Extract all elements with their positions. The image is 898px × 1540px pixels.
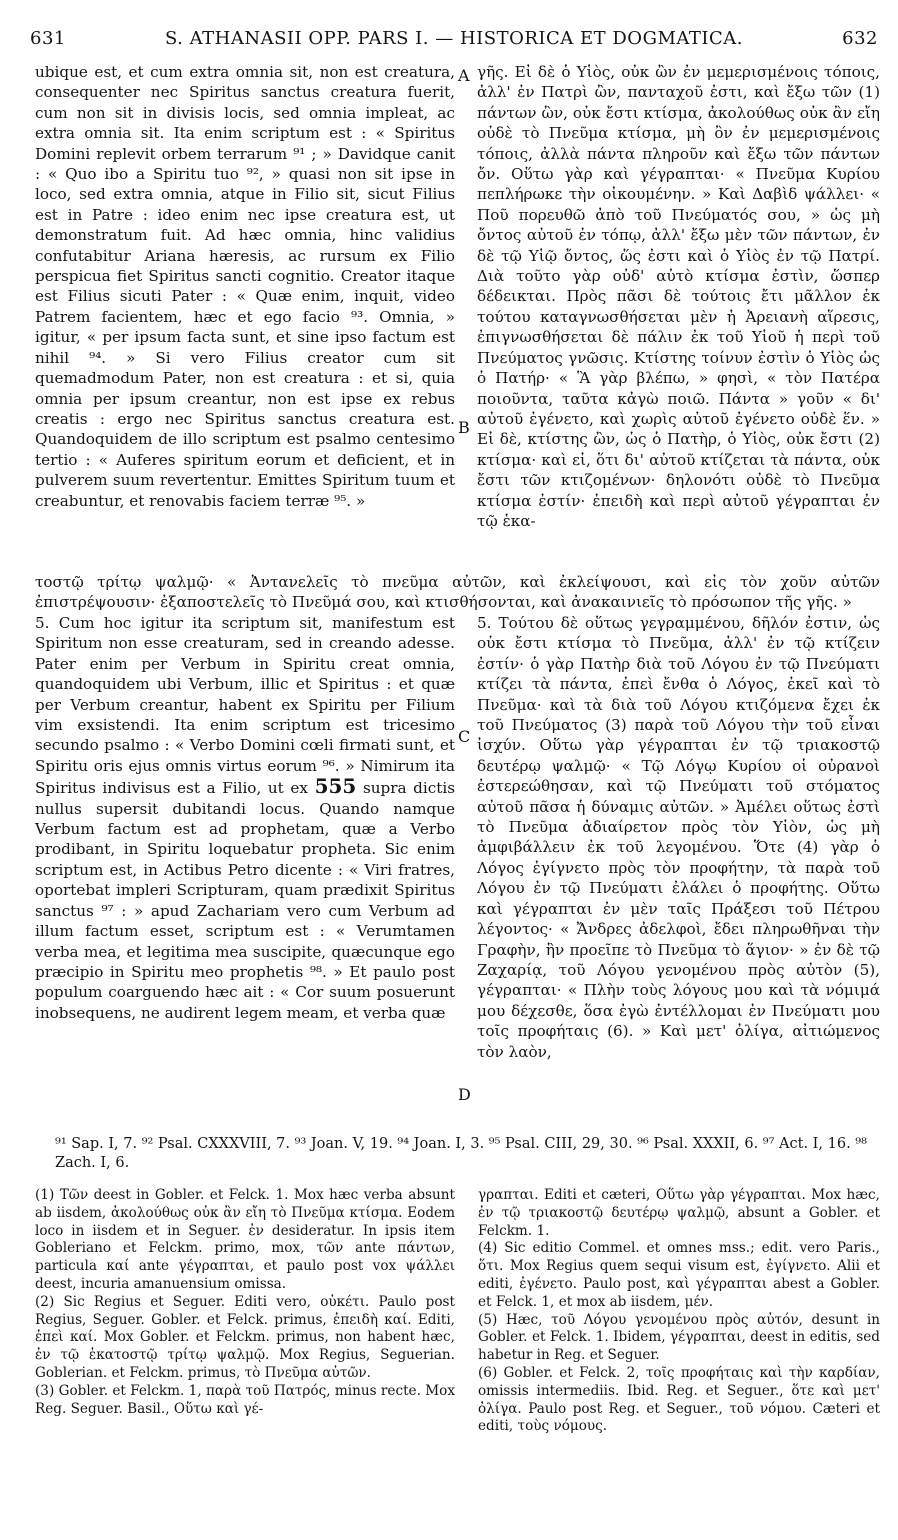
footnote: (4) Sic editio Commel. et omnes mss.; edit. vero Paris., ὅτι. Mox Regius quem sequi visum est, ἐγίγνετο. Alii et editi, ἐγένετο. Paulo post, καὶ γέγραπται abest a Gobler. et Felck. 1, et mox ab iisdem, μέν.	[478, 1240, 880, 1310]
margin-letter-d: D	[458, 1085, 471, 1104]
latin-paragraph: ubique est, et cum extra omnia sit, non est creatura, consequenter nec Spiritus sanctus creatura fuerit, cum non sit in divisis locis, sed omnia impleat, ac extra omnia sit. Ita enim scriptum est : « Spiritus Domini replevit orbem terrarum ⁹¹ ; » Davidque canit : « Quo ibo a Spiritu tuo ⁹², » quasi non sit ipse in loco, sed extra omnia, atque in Filio sit, sicut Filius est in Patre : ideo enim nec ipse creatura est, ut demonstratum fuit. Ad hæc omnia, hinc validius confutabitur Ariana hæresis, ac rursum ex Filio perspicua fiet Spiritus sancti cognitio. Creator itaque est Filius sicuti Pater : « Quæ enim, inquit, video Patrem facientem, hæc et ego facio ⁹³. Omnia, » igitur, « per ipsum facta sunt, et sine ipso factum est nihil ⁹⁴. » Si vero Filius creator cum sit quemadmodum Pater, non est creatura : et si, quia omnia per ipsum creantur, non est ipse ex rebus creatis : ergo nec Spiritus sanctus creatura est. Quandoquidem de illo scriptum est psalmo centesimo tertio : « Auferes spiritum eorum et deficient, et in pulverem suum revertentur. Emittes Spiritum tuum et creabuntur, et renovabis faciem terræ ⁹⁵. »	[35, 63, 455, 510]
footnote: (3) Gobler. et Felckm. 1, παρὰ τοῦ Πατρός, minus recte. Mox Reg. Seguer. Basil., Οὕτω καὶ γέ-	[35, 1382, 455, 1417]
margin-letter-c: C	[458, 727, 471, 746]
edition-page-number: 555	[314, 774, 357, 799]
latin-text-pre: 5. Cum hoc igitur ita scriptum sit, manifestum est Spiritum non esse creaturam, sed in creando adesse. Pater enim per Verbum in Spiritu creat omnia, quandoquidem ubi Verbum, illic et Spiritus : et quæ per Verbum creantur, habent ex Spiritu per Filium vim exsistendi. Ita enim scriptum est tricesimo secundo psalmo : « Verbo Domini cœli firmati sunt, et Spiritu oris ejus omnis virtus eorum ⁹⁶. » Nimirum ita Spiritus indivisus est a Filio, ut ex	[35, 614, 455, 798]
running-header	[30, 28, 878, 54]
running-title: S. ATHANASII OPP. PARS I. — HISTORICA ET DOGMATICA.	[164, 28, 744, 49]
footnote: (1) Τῶν deest in Gobler. et Felck. 1. Mox hæc verba absunt ab iisdem, ἀκολούθως οὐκ ἂν εἴη τὸ Πνεῦμα κτίσμα. Eodem loco in iisdem et in Seguer. ἐν desideratur. In ipsis item Gobleriano et Felckm. primo, mox, τῶν ante πάντων, particula καί ante γέγραπται, et paulo post vox ψάλλει deest, incuria amanuensium omissa.	[35, 1187, 455, 1292]
page-number-right: 632	[842, 28, 878, 49]
footnotes-left	[35, 1187, 455, 1418]
latin-paragraph-5	[35, 613, 455, 1023]
margin-letter-b: B	[458, 418, 470, 437]
page-number-left: 631	[30, 28, 66, 49]
footnote: γραπται. Editi et cæteri, Οὕτω γὰρ γέγραπται. Mox hæc, ἐν τῷ τριακοστῷ δευτέρῳ ψαλμῷ, absunt a Gobler. et Felckm. 1.	[478, 1187, 880, 1239]
latin-column-bottom	[35, 613, 455, 1023]
latin-column-top	[35, 62, 455, 511]
margin-letter-a: A	[458, 66, 470, 85]
greek-paragraph-5: 5. Τούτου δὲ οὕτως γεγραμμένου, δῆλόν ἐστιν, ὡς οὐκ ἔστι κτίσμα τὸ Πνεῦμα, ἀλλ' ἐν τῷ κτίζειν ἐστίν· ὁ γὰρ Πατὴρ διὰ τοῦ Λόγου ἐν τῷ Πνεύματι κτίζει τὰ πάντα, ἐπεὶ ἔνθα ὁ Λόγος, ἐκεῖ καὶ τὸ Πνεῦμα· καὶ τὰ διὰ τοῦ Λόγου κτιζόμενα ἔχει ἐκ τοῦ Πνεύματος (3) παρὰ τοῦ Λόγου τὴν τοῦ εἶναι ἰσχύν. Οὕτω γὰρ γέγραπται ἐν τῷ τριακοστῷ δευτέρῳ ψαλμῷ· « Τῷ Λόγῳ Κυρίου οἱ οὐρανοὶ ἐστερεώθησαν, καὶ τῷ Πνεύματι τοῦ στόματος αὐτοῦ πᾶσα ἡ δύναμις αὐτῶν. » Ἀμέλει οὕτως ἐστὶ τὸ Πνεῦμα ἀδιαίρετον πρὸς τὸν Υἱὸν, ὡς μὴ ἀμφιβάλλειν ἐκ τοῦ λεγομένου. Ὅτε (4) γὰρ ὁ Λόγος ἐγίγνετο πρὸς τὸν προφήτην, τὰ παρὰ τοῦ Λόγου ἐν τῷ Πνεύματι ἐλάλει ὁ προφήτης. Οὕτω καὶ γέγραπται ἐν μὲν ταῖς Πράξεσι τοῦ Πέτρου λέγοντος· « Ἄνδρες ἀδελφοὶ, ἔδει πληρωθῆναι τὴν Γραφὴν, ἣν προεῖπε τὸ Πνεῦμα τὸ ἅγιον· » ἐν δὲ τῷ Ζαχαρίᾳ, τοῦ Λόγου γενομένου πρὸς αὐτὸν (5), γέγραπται· « Πλὴν τοὺς λόγους μου καὶ τὰ νόμιμά μου δέχεσθε, ὅσα ἐγὼ ἐντέλλομαι ἐν Πνεύματι μου τοῖς προφήταις (6). » Καὶ μετ' ὀλίγα, αἰτιώμενος τὸν λαὸν,	[477, 614, 880, 1061]
scripture-references: ⁹¹ Sap. I, 7. ⁹² Psal. CXXXVIII, 7. ⁹³ Joan. V, 19. ⁹⁴ Joan. I, 3. ⁹⁵ Psal. CIII, 29, 30. ⁹⁶ Psal. XXXII, 6. ⁹⁷ Act. I, 16. ⁹⁸ Zach. I, 6.	[55, 1136, 867, 1171]
footnotes-right	[478, 1187, 880, 1436]
footnote: (6) Gobler. et Felck. 2, τοῖς προφήταις καὶ τὴν καρδίαν, omissis intermediis. Ibid. Reg. et Seguer., ὅτε καὶ μετ' ὀλίγα. Paulo post Reg. et Seguer., τοῦ νόμου. Cæteri et editi, τοὺς νόμους.	[478, 1364, 880, 1435]
greek-column-top	[477, 62, 880, 531]
footnote: (2) Sic Regius et Seguer. Editi vero, οὐκέτι. Paulo post Regius, Seguer. Gobler. et Felck. primus, ἐπειδὴ καί. Editi, ἐπεὶ καί. Mox Gobler. et Felckm. primus, non habent hæc, ἐν τῷ ἑκατοστῷ τρίτῳ ψαλμῷ. Mox Regius, Seguerian. Goblerian. et Felckm. primus, τὸ Πνεῦμα αὐτῶν.	[35, 1293, 455, 1381]
greek-span-text: τοστῷ τρίτῳ ψαλμῷ· « Ἀντανελεῖς τὸ πνεῦμα αὐτῶν, καὶ ἐκλείψουσι, καὶ εἰς τὸν χοῦν αὐτῶν ἐπιστρέψουσιν· ἐξαποστελεῖς τὸ Πνεῦμά σου, καὶ κτισθήσονται, καὶ ἀνακαινιεῖς τὸ πρόσωπον τῆς γῆς. »	[35, 573, 880, 612]
footnote: (5) Hæc, τοῦ Λόγου γενομένου πρὸς αὐτόν, desunt in Gobler. et Felck. 1. Ibidem, γέγραπται, deest in editis, sed habetur in Reg. et Seguer.	[478, 1311, 880, 1364]
greek-column-bottom	[477, 613, 880, 1062]
greek-full-width-line	[35, 572, 880, 613]
latin-text-post: supra dictis nullus supersit dubitandi locus. Quando namque Verbum factum est ad prophetam, quæ a Verbo prodibant, in Spiritu loquebatur propheta. Sic enim scriptum est, in Actibus Petro dicente : « Viri fratres, oportebat impleri Scripturam, quam prædixit Spiritus sanctus ⁹⁷ : » apud Zachariam vero cum Verbum ad illum factum esset, scriptum est : « Verumtamen verba mea, et legitima mea suscipite, quæcunque ego præcipio in Spiritu meo prophetis ⁹⁸. » Et paulo post populum coarguendo hæc ait : « Cor suum posuerunt inobsequens, ne audirent legem meam, et verba quæ	[35, 779, 456, 1022]
greek-paragraph: γῆς. Εἰ δὲ ὁ Υἱὸς, οὐκ ὢν ἐν μεμερισμένοις τόποις, ἀλλ' ἐν Πατρὶ ὢν, πανταχοῦ ἐστι, καὶ ἔξω τῶν (1) πάντων ὢν, οὐκ ἔστι κτίσμα, ἀκολούθως οὐκ ἂν εἴη οὐδὲ τὸ Πνεῦμα κτίσμα, μὴ ὂν ἐν μεμερισμένοις τόποις, ἀλλὰ πάντα πληροῦν καὶ ἔξω τῶν πάντων ὄν. Οὕτω γὰρ καὶ γέγραπται· « Πνεῦμα Κυρίου πεπλήρωκε τὴν οἰκουμένην. » Καὶ Δαβὶδ ψάλλει· « Ποῦ πορευθῶ ἀπὸ τοῦ Πνεύματός σου, » ὡς μὴ ὄντος αὐτοῦ ἐν τόπῳ, ἀλλ' ἔξω μὲν τῶν πάντων, ἐν δὲ τῷ Υἱῷ ὄντος, ὥς ἐστι καὶ ὁ Υἱὸς ἐν τῷ Πατρί. Διὰ τοῦτο γὰρ οὐδ' αὐτὸ κτίσμα ἐστὶν, ὥσπερ δέδεικται. Πρὸς πᾶσι δὲ τούτοις ἔτι μᾶλλον ἐκ τούτου καταγνωσθήσεται μὲν ἡ Ἀρειανὴ αἵρεσις, ἐπιγνωσθήσεται δὲ πάλιν ἐκ τοῦ Υἱοῦ ἡ περὶ τοῦ Πνεύματος γνῶσις. Κτίστης τοίνυν ἐστὶν ὁ Υἱὸς ὡς ὁ Πατήρ· « Ἃ γὰρ βλέπω, » φησὶ, « τὸν Πατέρα ποιοῦντα, ταῦτα κἀγὼ ποιῶ. Πάντα » γοῦν « δι' αὐτοῦ ἐγένετο, καὶ χωρὶς αὐτοῦ ἐγένετο οὐδὲ ἕν. » Εἰ δὲ, κτίστης ὢν, ὡς ὁ Πατὴρ, ὁ Υἱὸς, οὐκ ἔστι (2) κτίσμα· καὶ εἰ, ὅτι δι' αὐτοῦ κτίζεται τὰ πάντα, οὐκ ἔστι τῶν κτιζομένων· δηλονότι οὐδὲ τὸ Πνεῦμα κτίσμα ἐστίν· ἐπειδὴ καὶ περὶ αὐτοῦ γέγραπται ἐν τῷ ἑκα-	[477, 63, 880, 530]
